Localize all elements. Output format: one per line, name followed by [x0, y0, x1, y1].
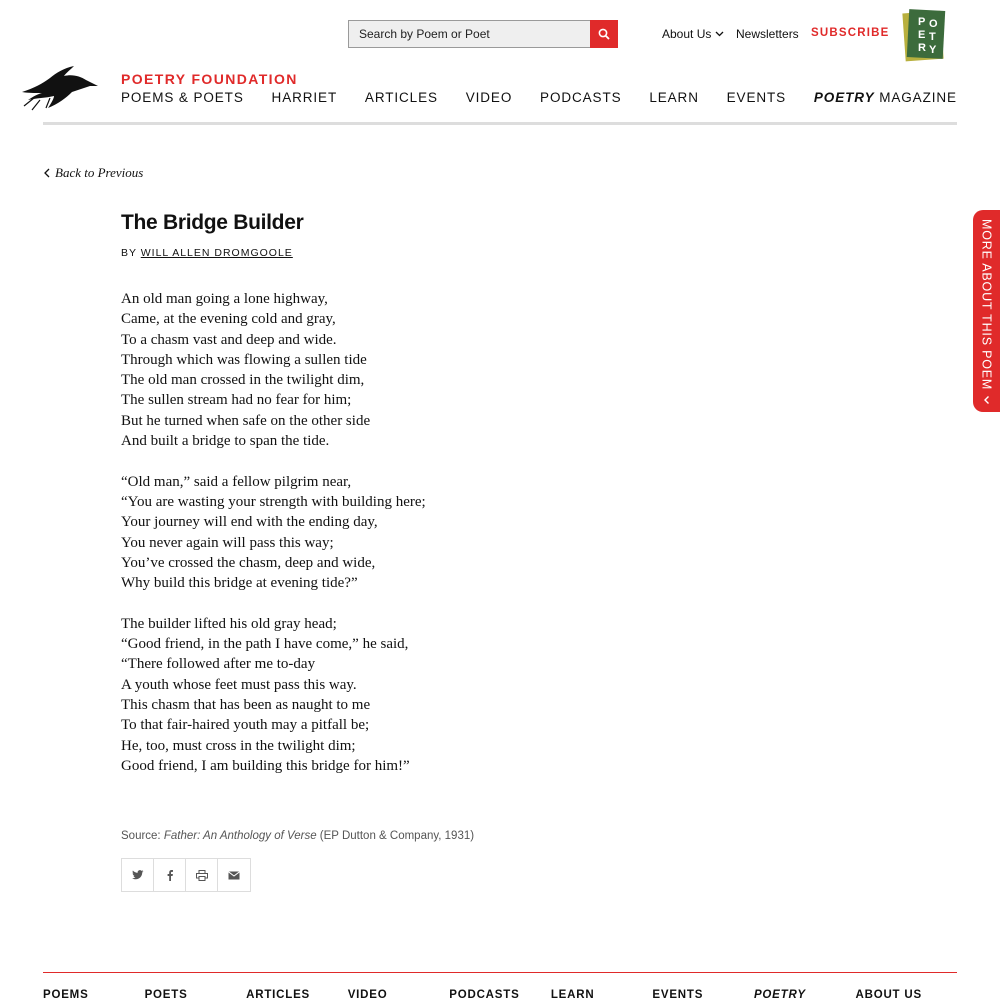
- about-us-label: About Us: [662, 27, 712, 41]
- nav-item-harriet[interactable]: HARRIET: [271, 90, 338, 105]
- chevron-down-icon: [715, 31, 724, 37]
- poem-line: “Old man,” said a fellow pilgrim near,: [121, 473, 352, 490]
- brand-name[interactable]: POETRY FOUNDATION: [121, 71, 298, 87]
- search-bar: [348, 20, 618, 48]
- stanza: [121, 472, 426, 594]
- footer-item-about-us[interactable]: ABOUT US: [855, 989, 922, 1000]
- facebook-icon: [167, 870, 173, 881]
- stanza: [121, 289, 426, 451]
- print-button[interactable]: [186, 859, 218, 891]
- main-nav: [121, 90, 957, 105]
- nav-item-podcasts[interactable]: PODCASTS: [540, 90, 622, 105]
- share-email-button[interactable]: [218, 859, 250, 891]
- poem-line: An old man going a lone highway,: [121, 291, 328, 307]
- byline-prefix: BY: [121, 247, 137, 259]
- sidetab-label: MORE ABOUT THIS POEM: [979, 219, 994, 391]
- poem-source: [121, 830, 474, 842]
- author-link[interactable]: WILL ALLEN DROMGOOLE: [140, 247, 293, 259]
- poem-line: Came, at the evening cold and gray,: [121, 311, 336, 328]
- poem-line: To that fair-haired youth may a pitfall be;: [121, 717, 370, 734]
- poem-line: You never again will pass this way;: [121, 534, 334, 551]
- byline: [121, 247, 293, 259]
- source-label: Source:: [121, 830, 164, 842]
- nav-item-poems-poets[interactable]: POEMS & POETS: [121, 90, 244, 105]
- subscribe-link[interactable]: SUBSCRIBE: [811, 27, 890, 39]
- poetry-magazine-logo[interactable]: [902, 8, 946, 62]
- nav-item-articles[interactable]: ARTICLES: [364, 90, 438, 105]
- poem-line: Good friend, I am building this bridge for him!”: [121, 757, 410, 774]
- chevron-down-icon: [984, 395, 990, 404]
- svg-text:P: P: [918, 16, 926, 28]
- magazine-suffix: MAGAZINE: [874, 90, 957, 105]
- nav-item-poetry-magazine[interactable]: [814, 90, 957, 105]
- poem-line: To a chasm vast and deep and wide.: [121, 331, 337, 348]
- footer-item-podcasts[interactable]: PODCASTS: [449, 989, 520, 1000]
- search-button[interactable]: [590, 20, 618, 48]
- poem-line: He, too, must cross in the twilight dim;: [121, 737, 356, 754]
- footer-item-articles[interactable]: ARTICLES: [246, 989, 311, 1000]
- poem-line: “Good friend, in the path I have come,” he said,: [121, 636, 409, 653]
- poem-title: The Bridge Builder: [121, 211, 304, 234]
- poem-line: A youth whose feet must pass this way.: [121, 676, 357, 693]
- footer-item-events[interactable]: EVENTS: [652, 989, 704, 1000]
- about-us-menu[interactable]: [662, 27, 724, 41]
- chevron-left-icon: [44, 168, 50, 178]
- svg-text:E: E: [918, 29, 926, 41]
- email-icon: [228, 871, 240, 880]
- poem-body: [121, 289, 426, 796]
- poem-line: Why build this bridge at evening tide?”: [121, 575, 358, 592]
- pegasus-logo-icon[interactable]: [20, 64, 100, 112]
- search-icon: [598, 28, 610, 40]
- nav-item-learn[interactable]: LEARN: [649, 90, 699, 105]
- svg-text:O: O: [929, 18, 938, 30]
- poem-line: “You are wasting your strength with building here;: [121, 493, 426, 510]
- poem-line: The builder lifted his old gray head;: [121, 615, 337, 632]
- nav-item-events[interactable]: EVENTS: [726, 90, 787, 105]
- twitter-icon: [132, 870, 144, 880]
- search-input[interactable]: [348, 20, 590, 48]
- footer-nav: [43, 989, 957, 1000]
- share-facebook-button[interactable]: [154, 859, 186, 891]
- poem-line: Your journey will end with the ending day,: [121, 514, 378, 531]
- poem-line: This chasm that has been as naught to me: [121, 696, 371, 713]
- svg-text:Y: Y: [929, 44, 937, 56]
- poem-line: You’ve crossed the chasm, deep and wide,: [121, 554, 376, 571]
- sidetab-content: [980, 219, 994, 402]
- footer-item-poems[interactable]: POEMS: [43, 989, 89, 1000]
- nav-item-video[interactable]: VIDEO: [465, 90, 513, 105]
- more-about-this-poem-tab[interactable]: [973, 210, 1000, 412]
- back-label: Back to Previous: [55, 165, 144, 180]
- footer-item-learn[interactable]: LEARN: [550, 989, 595, 1000]
- source-book: Father: An Anthology of Verse: [163, 830, 317, 842]
- source-details: (EP Dutton & Company, 1931): [316, 830, 475, 842]
- print-icon: [196, 870, 208, 881]
- footer-item-video[interactable]: VIDEO: [347, 989, 388, 1000]
- footer-item-poets[interactable]: POETS: [144, 989, 188, 1000]
- newsletters-link[interactable]: Newsletters: [736, 27, 799, 41]
- poem-line: “There followed after me to-day: [121, 656, 316, 673]
- svg-text:R: R: [918, 42, 926, 54]
- poem-line: The sullen stream had no fear for him;: [121, 392, 352, 409]
- svg-text:T: T: [929, 31, 936, 43]
- share-twitter-button[interactable]: [122, 859, 154, 891]
- poem-line: And built a bridge to span the tide.: [121, 433, 330, 450]
- header-divider: [43, 122, 957, 125]
- poem-line: The old man crossed in the twilight dim,: [121, 372, 365, 389]
- footer-item-poetry[interactable]: POETRY: [753, 989, 806, 1000]
- share-toolbar: [121, 858, 251, 892]
- stanza: [121, 614, 426, 776]
- poem-line: Through which was flowing a sullen tide: [121, 351, 367, 368]
- poem-line: But he turned when safe on the other side: [121, 412, 371, 429]
- magazine-title: POETRY: [813, 90, 875, 105]
- footer-divider: [43, 972, 957, 973]
- back-to-previous-link[interactable]: [44, 165, 143, 181]
